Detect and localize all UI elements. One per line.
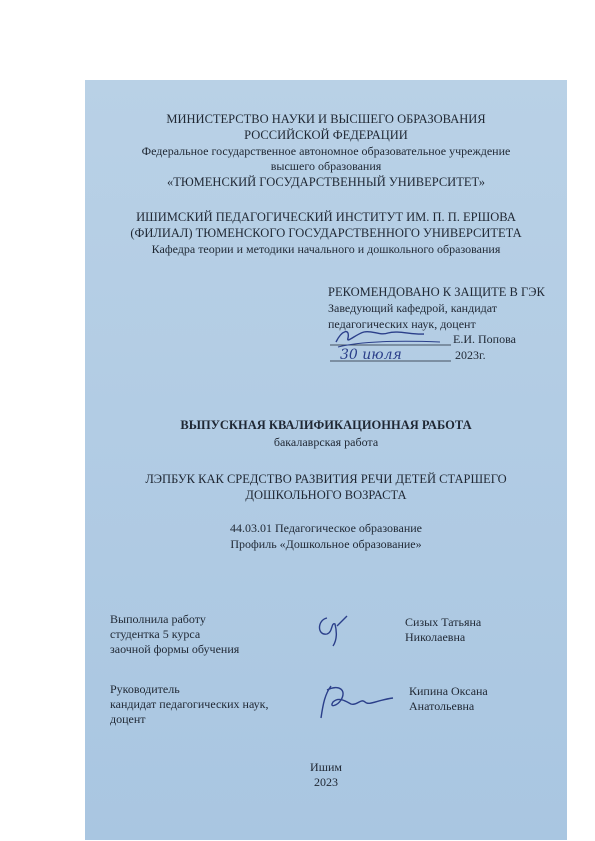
work-direction: 44.03.01 Педагогическое образование bbox=[229, 521, 423, 535]
supervisor-role-1: Руководитель bbox=[110, 682, 180, 696]
ministry-line-2: РОССИЙСКОЙ ФЕДЕРАЦИИ bbox=[244, 128, 408, 142]
supervisor-name-2: Анатольевна bbox=[409, 699, 475, 713]
work-type: ВЫПУСКНАЯ КВАЛИФИКАЦИОННАЯ РАБОТА bbox=[180, 418, 472, 432]
handwritten-date: 30 июля bbox=[340, 347, 402, 363]
approval-position-1: Заведующий кафедрой, кандидат bbox=[328, 301, 497, 315]
supervisor-name-1: Кипина Оксана bbox=[409, 684, 488, 698]
work-profile: Профиль «Дошкольное образование» bbox=[230, 537, 422, 551]
ministry-line-4: высшего образования bbox=[270, 159, 382, 173]
head-signature-and-date bbox=[328, 324, 458, 370]
supervisor-role-3: доцент bbox=[110, 712, 146, 726]
year: 2023 bbox=[314, 775, 338, 789]
supervisor-signature-stroke bbox=[321, 686, 393, 718]
supervisor-role-2: кандидат педагогических наук, bbox=[110, 697, 269, 711]
title-page bbox=[85, 80, 567, 840]
author-signature-stroke bbox=[320, 616, 348, 646]
institute-line-2: (ФИЛИАЛ) ТЮМЕНСКОГО ГОСУДАРСТВЕННОГО УНИВЕРСИТЕТА bbox=[130, 226, 522, 240]
author-role-3: заочной формы обучения bbox=[110, 642, 240, 656]
university-name: «ТЮМЕНСКИЙ ГОСУДАРСТВЕННЫЙ УНИВЕРСИТЕТ» bbox=[166, 175, 486, 189]
author-name-1: Сизых Татьяна bbox=[405, 615, 482, 629]
approval-position-2: педагогических наук, доцент bbox=[328, 317, 476, 331]
author-role-2: студентка 5 курса bbox=[110, 627, 201, 641]
work-title-2: ДОШКОЛЬНОГО ВОЗРАСТА bbox=[245, 488, 407, 502]
author-role-1: Выполнила работу bbox=[110, 612, 206, 626]
department-name: Кафедра теории и методики начального и дошкольного образования bbox=[151, 242, 501, 256]
city: Ишим bbox=[310, 760, 342, 774]
approval-year: 2023г. bbox=[455, 348, 486, 362]
author-signature bbox=[313, 610, 363, 650]
approval-heading: РЕКОМЕНДОВАНО К ЗАЩИТЕ В ГЭК bbox=[328, 285, 545, 299]
head-signature-stroke bbox=[336, 332, 424, 342]
ministry-line-1: МИНИСТЕРСТВО НАУКИ И ВЫСШЕГО ОБРАЗОВАНИЯ bbox=[166, 112, 486, 126]
work-subtype: бакалаврская работа bbox=[273, 435, 379, 449]
approval-name: Е.И. Попова bbox=[453, 332, 516, 346]
work-title-1: ЛЭПБУК КАК СРЕДСТВО РАЗВИТИЯ РЕЧИ ДЕТЕЙ СТАРШЕГО bbox=[145, 472, 507, 486]
author-name-2: Николаевна bbox=[405, 630, 466, 644]
supervisor-signature bbox=[317, 680, 397, 724]
institute-line-1: ИШИМСКИЙ ПЕДАГОГИЧЕСКИЙ ИНСТИТУТ ИМ. П. П. ЕРШОВА bbox=[136, 210, 516, 224]
ministry-line-3: Федеральное государственное автономное образовательное учреждение bbox=[141, 144, 511, 158]
